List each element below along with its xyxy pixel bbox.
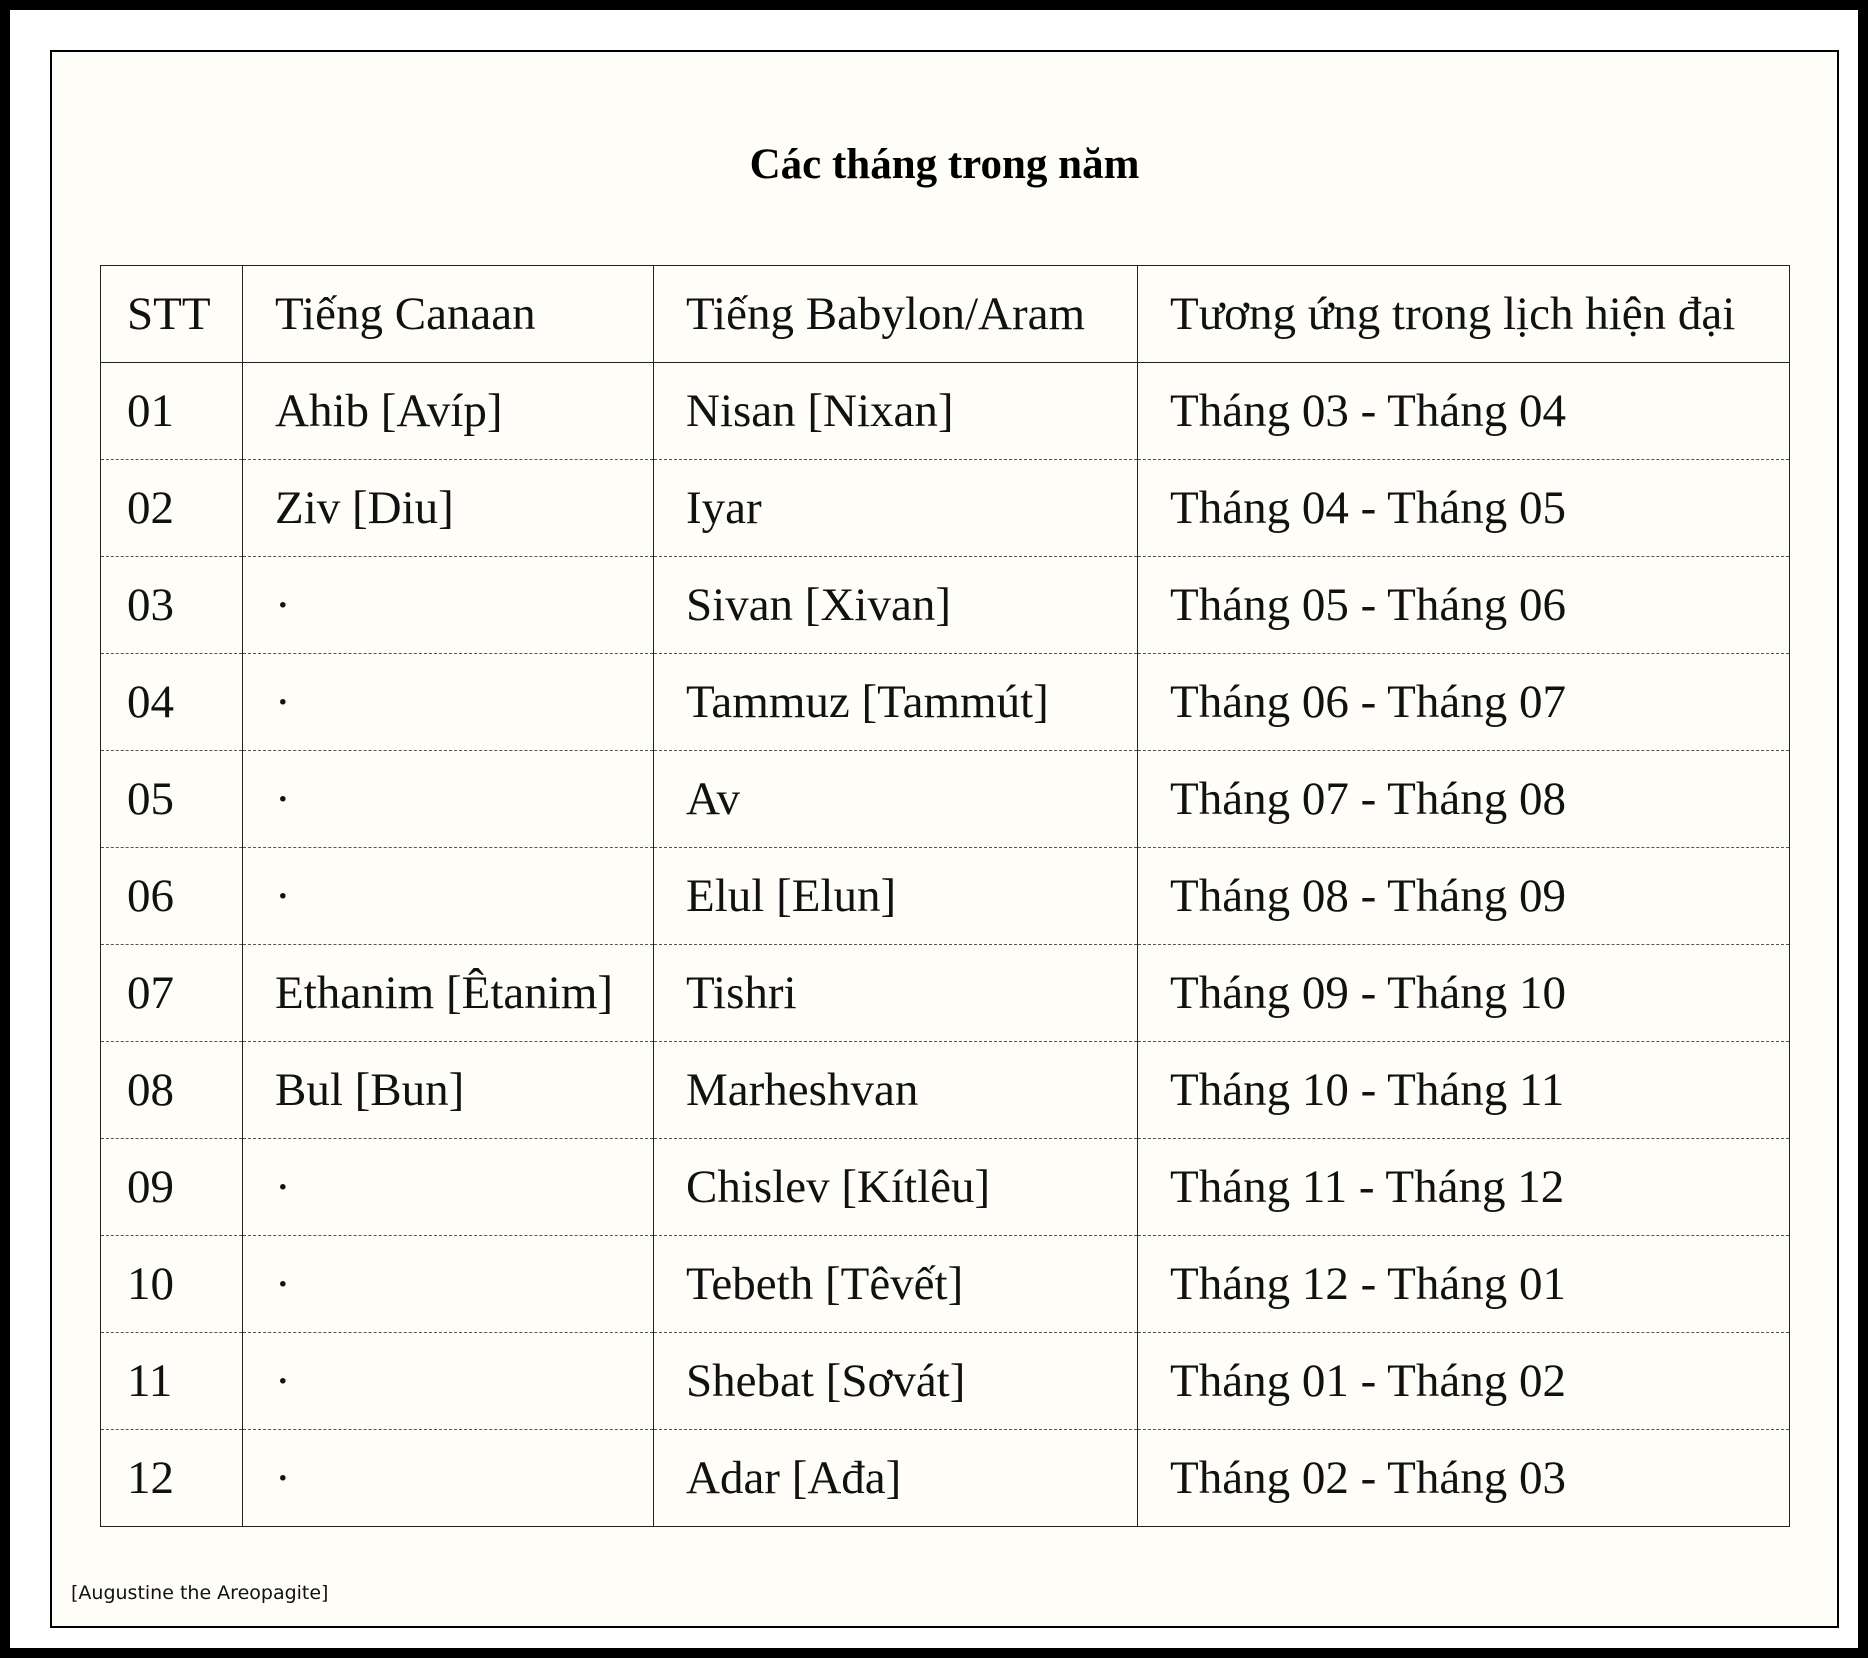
table-row <box>101 848 1790 945</box>
cell-babylon: Sivan [Xivan] <box>654 557 1138 654</box>
cell-stt: 03 <box>101 557 243 654</box>
cell-stt: 08 <box>101 1042 243 1139</box>
cell-modern: Tháng 06 - Tháng 07 <box>1138 654 1790 751</box>
cell-canaan: · <box>243 557 654 654</box>
cell-stt: 06 <box>101 848 243 945</box>
cell-stt: 12 <box>101 1430 243 1527</box>
credit-text: [Augustine the Areopagite] <box>71 1582 329 1604</box>
table-row <box>101 1333 1790 1430</box>
page <box>10 10 1858 1648</box>
cell-babylon: Tammuz [Tammút] <box>654 654 1138 751</box>
table-row <box>101 945 1790 1042</box>
cell-babylon: Chislev [Kítlêu] <box>654 1139 1138 1236</box>
cell-modern: Tháng 05 - Tháng 06 <box>1138 557 1790 654</box>
cell-canaan: · <box>243 654 654 751</box>
cell-modern: Tháng 10 - Tháng 11 <box>1138 1042 1790 1139</box>
column-header-modern: Tương ứng trong lịch hiện đại <box>1138 266 1790 363</box>
cell-babylon: Iyar <box>654 460 1138 557</box>
cell-stt: 11 <box>101 1333 243 1430</box>
cell-canaan: · <box>243 848 654 945</box>
cell-canaan: · <box>243 1430 654 1527</box>
months-table <box>100 265 1790 1527</box>
cell-canaan: Bul [Bun] <box>243 1042 654 1139</box>
cell-babylon: Shebat [Sơvát] <box>654 1333 1138 1430</box>
cell-modern: Tháng 12 - Tháng 01 <box>1138 1236 1790 1333</box>
cell-modern: Tháng 11 - Tháng 12 <box>1138 1139 1790 1236</box>
table-row <box>101 751 1790 848</box>
table-row <box>101 460 1790 557</box>
table-row <box>101 1236 1790 1333</box>
cell-canaan: · <box>243 1333 654 1430</box>
table-row <box>101 363 1790 460</box>
table-row <box>101 654 1790 751</box>
cell-modern: Tháng 04 - Tháng 05 <box>1138 460 1790 557</box>
cell-babylon: Elul [Elun] <box>654 848 1138 945</box>
column-header-babylon: Tiếng Babylon/Aram <box>654 266 1138 363</box>
table-row <box>101 1042 1790 1139</box>
cell-canaan: Ethanim [Êtanim] <box>243 945 654 1042</box>
cell-babylon: Av <box>654 751 1138 848</box>
cell-stt: 01 <box>101 363 243 460</box>
cell-babylon: Adar [Ađa] <box>654 1430 1138 1527</box>
cell-modern: Tháng 07 - Tháng 08 <box>1138 751 1790 848</box>
page-title: Các tháng trong năm <box>749 141 1140 188</box>
cell-modern: Tháng 03 - Tháng 04 <box>1138 363 1790 460</box>
table-row <box>101 1430 1790 1527</box>
cell-babylon: Nisan [Nixan] <box>654 363 1138 460</box>
cell-canaan: · <box>243 1139 654 1236</box>
cell-stt: 09 <box>101 1139 243 1236</box>
cell-canaan: Ahib [Avíp] <box>243 363 654 460</box>
cell-canaan: Ziv [Diu] <box>243 460 654 557</box>
cell-stt: 04 <box>101 654 243 751</box>
cell-stt: 10 <box>101 1236 243 1333</box>
cell-stt: 02 <box>101 460 243 557</box>
table-row <box>101 1139 1790 1236</box>
cell-stt: 07 <box>101 945 243 1042</box>
cell-babylon: Marheshvan <box>654 1042 1138 1139</box>
cell-canaan: · <box>243 1236 654 1333</box>
table-row <box>101 557 1790 654</box>
cell-babylon: Tebeth [Têvết] <box>654 1236 1138 1333</box>
column-header-canaan: Tiếng Canaan <box>243 266 654 363</box>
document-frame <box>50 50 1839 1628</box>
cell-babylon: Tishri <box>654 945 1138 1042</box>
cell-canaan: · <box>243 751 654 848</box>
table-header-row <box>101 266 1790 363</box>
cell-stt: 05 <box>101 751 243 848</box>
cell-modern: Tháng 09 - Tháng 10 <box>1138 945 1790 1042</box>
cell-modern: Tháng 02 - Tháng 03 <box>1138 1430 1790 1527</box>
cell-modern: Tháng 08 - Tháng 09 <box>1138 848 1790 945</box>
column-header-stt: STT <box>101 266 243 363</box>
cell-modern: Tháng 01 - Tháng 02 <box>1138 1333 1790 1430</box>
